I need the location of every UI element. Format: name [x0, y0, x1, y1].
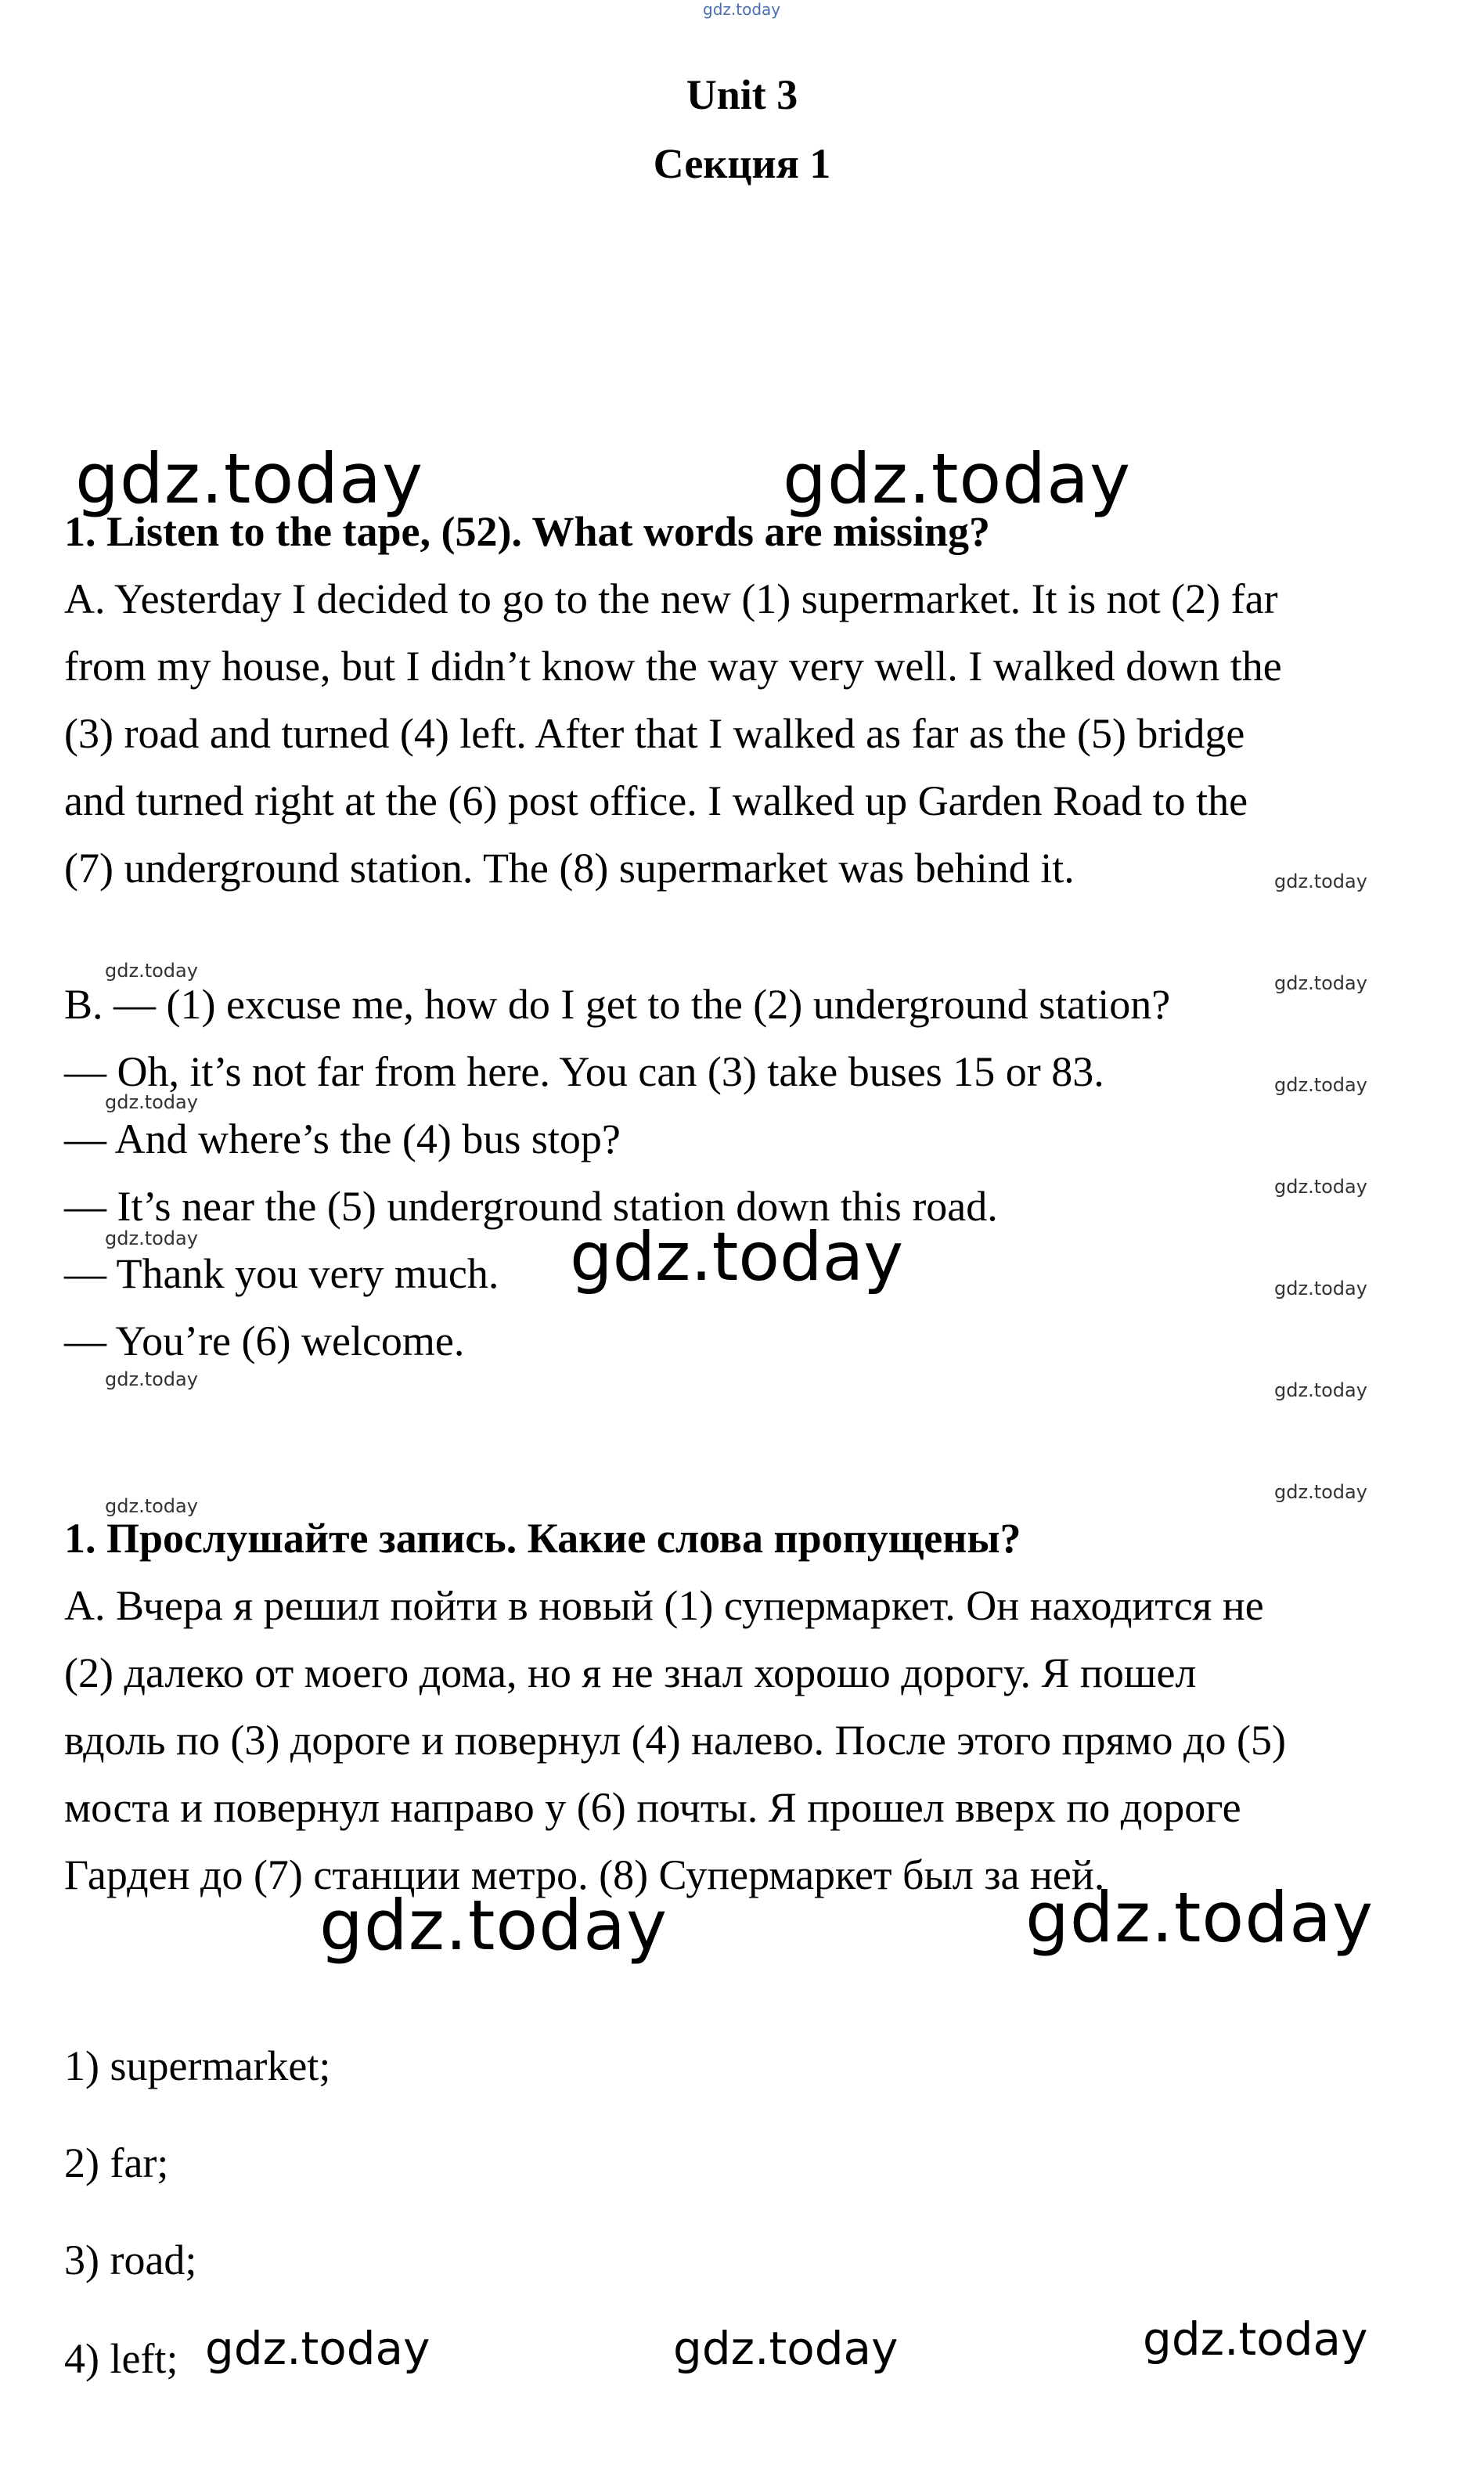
- dialogue-line: — It’s near the (5) underground station down this road.: [64, 1183, 998, 1230]
- dialogue-line: — And where’s the (4) bus stop?: [64, 1116, 621, 1162]
- text-line: вдоль по (3) дороге и повернул (4) налево. После этого прямо до (5): [64, 1717, 1286, 1764]
- text-line: (3) road and turned (4) left. After that I walked as far as the (5) bridge: [64, 710, 1245, 757]
- text-line: (2) далеко от моего дома, но я не знал хорошо дорогу. Я пошел: [64, 1649, 1197, 1696]
- watermark-large: gdz.today: [319, 1885, 668, 1966]
- dialogue-line: — Thank you very much.: [64, 1250, 499, 1297]
- watermark-large: gdz.today: [1025, 1877, 1374, 1958]
- text-line: A. Yesterday I decided to go to the new (1) supermarket. It is not (2) far: [64, 575, 1278, 622]
- dialogue-line: — You’re (6) welcome.: [64, 1317, 465, 1364]
- watermark-small: gdz.today: [1274, 972, 1367, 994]
- watermark-large: gdz.today: [75, 438, 424, 519]
- answer-item: 4) left;: [64, 2335, 178, 2382]
- text-line: Гарден до (7) станции метро. (8) Супермаркет был за ней.: [64, 1851, 1105, 1898]
- answer-item: 3) road;: [64, 2236, 197, 2283]
- watermark-top: gdz.today: [703, 0, 781, 19]
- text-line: моста и повернул направо у (6) почты. Я прошел вверх по дороге: [64, 1784, 1241, 1831]
- watermark-small: gdz.today: [1274, 870, 1367, 892]
- watermark-small: gdz.today: [105, 1368, 198, 1390]
- dialogue-line: — Oh, it’s not far from here. You can (3) take buses 15 or 83.: [64, 1048, 1104, 1095]
- watermark-small: gdz.today: [1274, 1481, 1367, 1503]
- watermark-small: gdz.today: [105, 1495, 198, 1517]
- watermark-small: gdz.today: [105, 1227, 198, 1249]
- dialogue-line: B. — (1) excuse me, how do I get to the (2) underground station?: [64, 981, 1171, 1028]
- watermark-medium: gdz.today: [1143, 2312, 1368, 2366]
- watermark-large: gdz.today: [783, 438, 1132, 519]
- watermark-small: gdz.today: [105, 1091, 198, 1113]
- section-title: Секция 1: [653, 140, 831, 187]
- watermark-small: gdz.today: [1274, 1176, 1367, 1198]
- watermark-small: gdz.today: [1274, 1278, 1367, 1299]
- text-line: (7) underground station. The (8) supermarket was behind it.: [64, 845, 1075, 892]
- watermark-medium: gdz.today: [673, 2322, 899, 2375]
- answer-item: 1) supermarket;: [64, 2042, 331, 2089]
- watermark-large: gdz.today: [570, 1218, 904, 1296]
- watermark-small: gdz.today: [105, 960, 198, 982]
- exercise-heading-en: 1. Listen to the tape, (52). What words are missing?: [64, 508, 990, 555]
- exercise-heading-ru: 1. Прослушайте запись. Какие слова пропущены?: [64, 1515, 1021, 1562]
- unit-title: Unit 3: [686, 71, 798, 118]
- text-line: and turned right at the (6) post office. I walked up Garden Road to the: [64, 777, 1248, 824]
- watermark-small: gdz.today: [1274, 1074, 1367, 1096]
- watermark-medium: gdz.today: [205, 2322, 430, 2375]
- text-line: А. Вчера я решил пойти в новый (1) супермаркет. Он находится не: [64, 1582, 1264, 1629]
- answer-item: 2) far;: [64, 2139, 169, 2186]
- watermark-small: gdz.today: [1274, 1379, 1367, 1401]
- text-line: from my house, but I didn’t know the way very well. I walked down the: [64, 643, 1282, 690]
